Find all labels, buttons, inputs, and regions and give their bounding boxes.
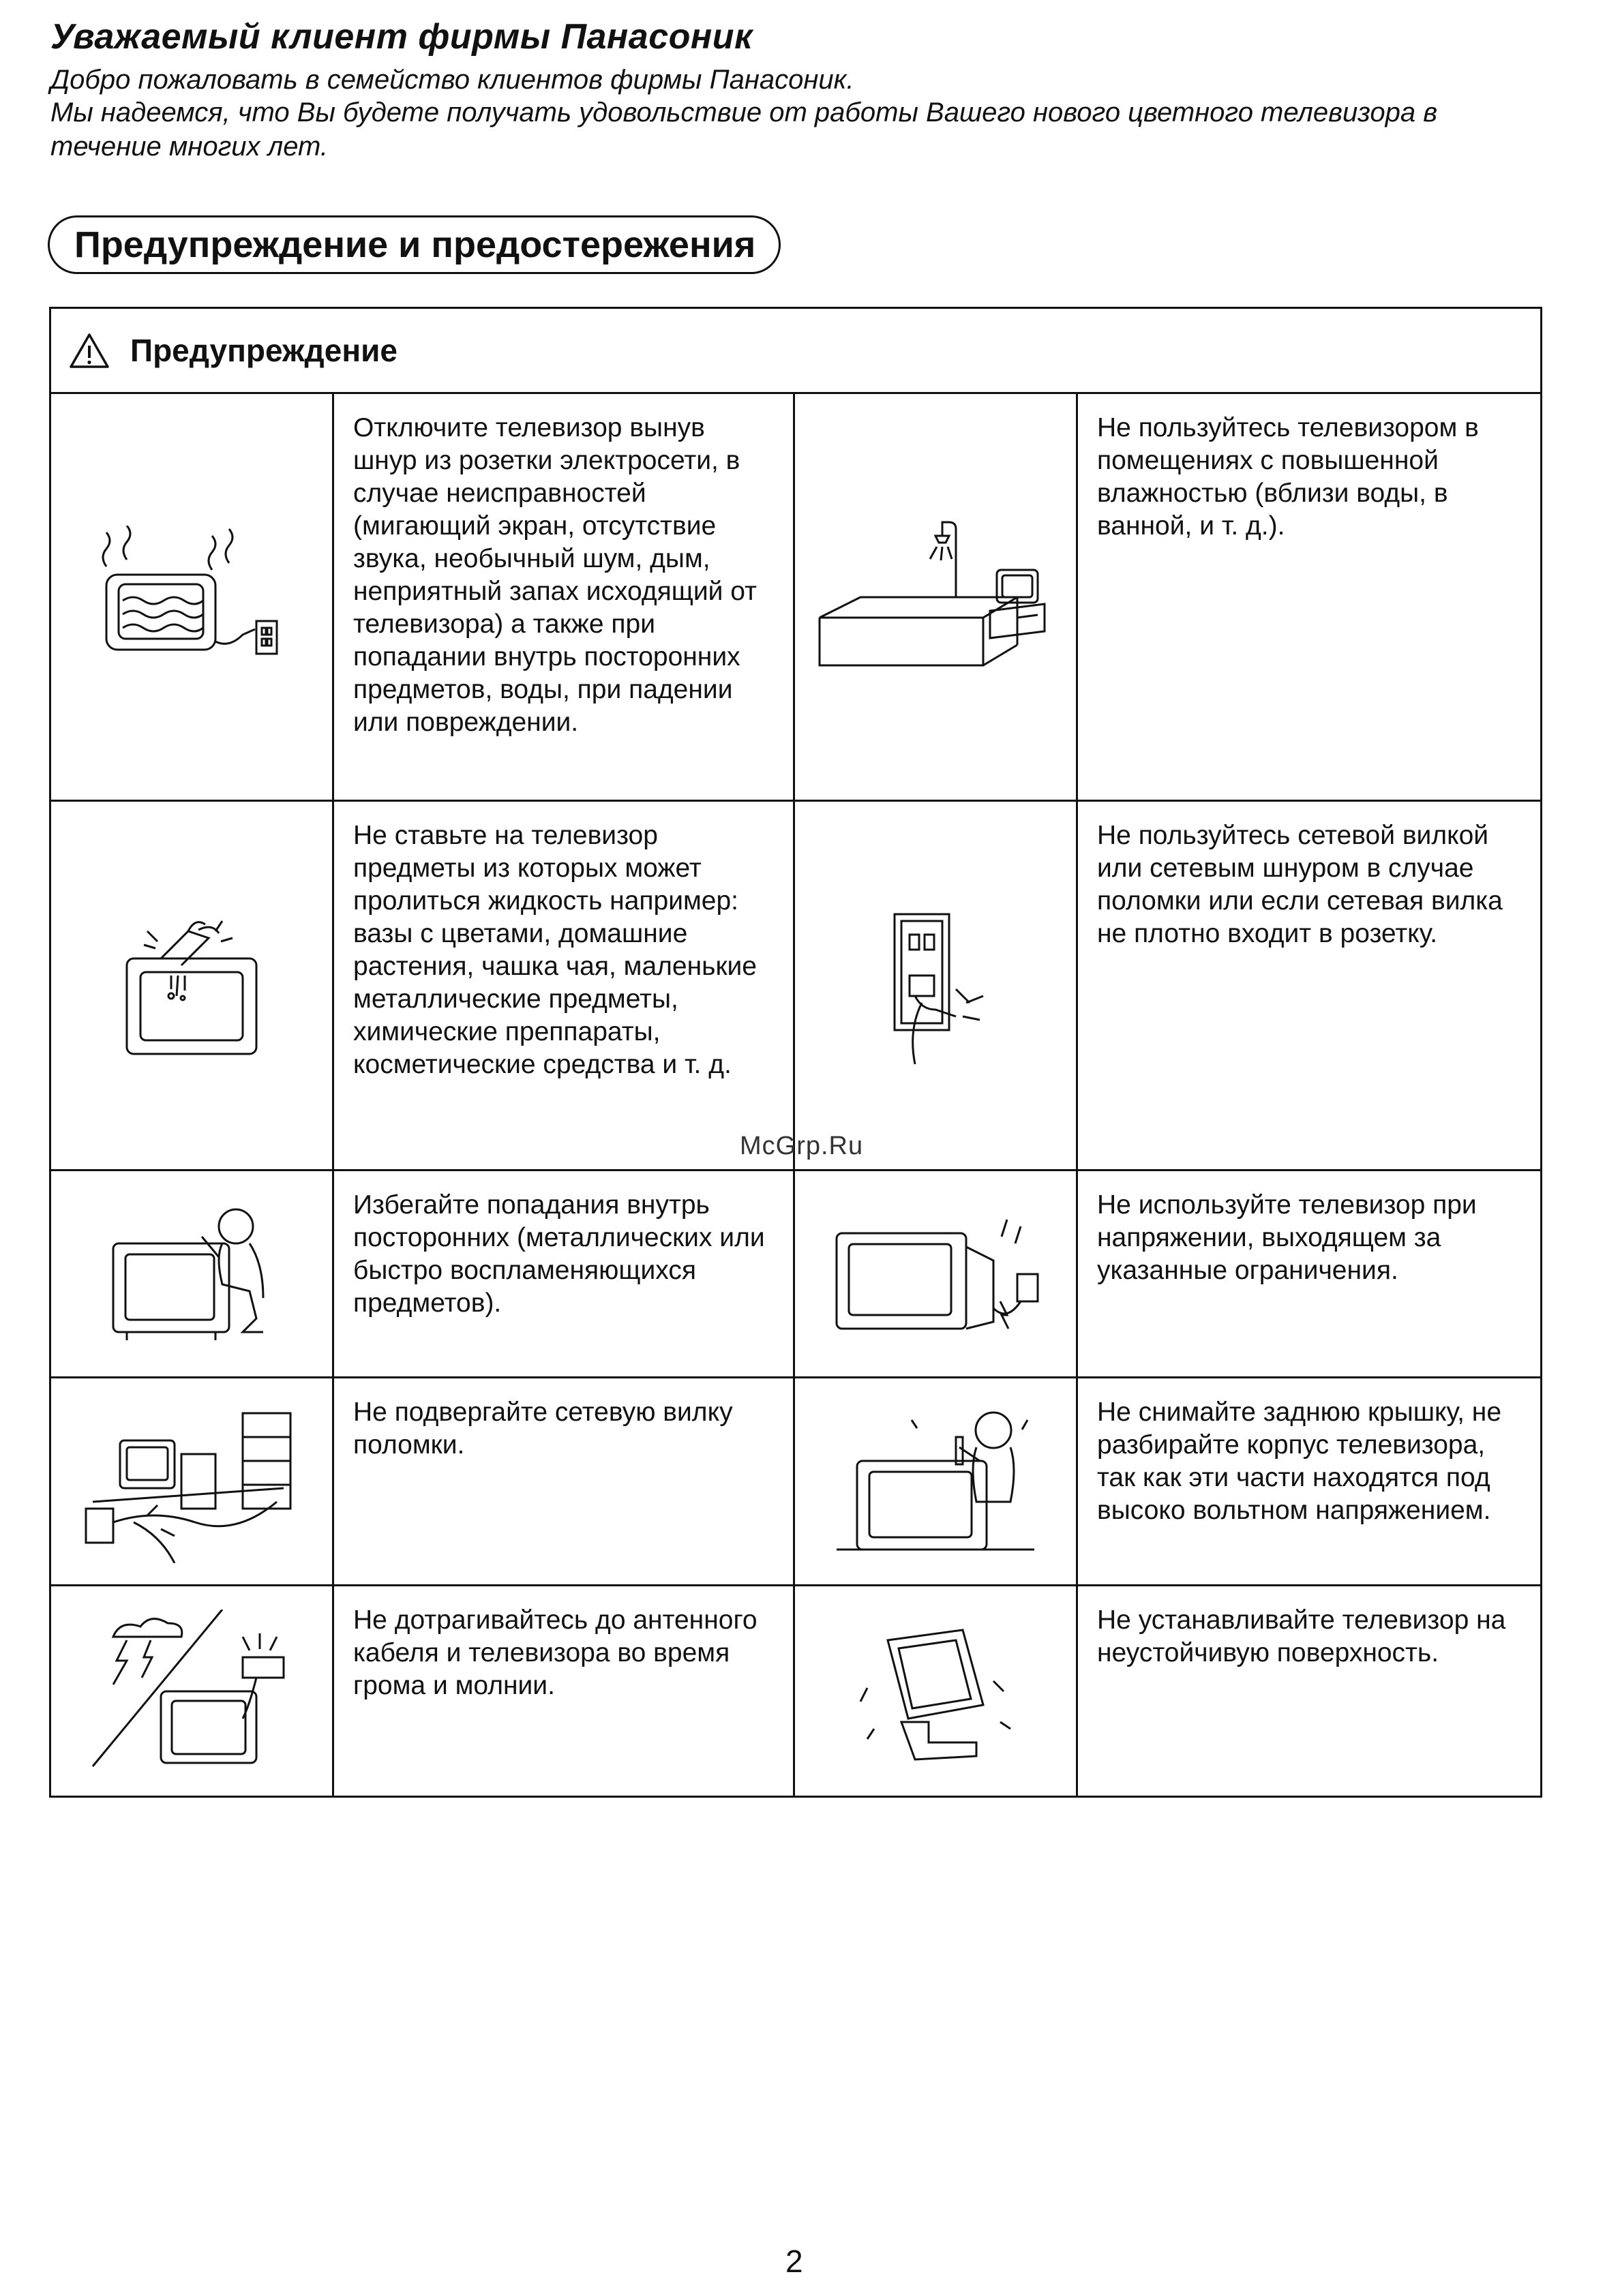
warning-table <box>49 307 1542 1798</box>
tv-spilled-vase-icon <box>106 911 277 1061</box>
tv-bathroom-icon <box>813 515 1058 679</box>
greeting-line-1: Добро пожаловать в семейство клиентов фирмы Панасоник. <box>50 65 854 95</box>
tv-overvoltage-icon <box>823 1206 1048 1342</box>
warning-item-text: Не устанавливайте телевизор на неустойчивую поверхность. <box>1077 1586 1542 1797</box>
warning-picture-cell <box>50 1170 333 1378</box>
warning-item-text: Не пользуйтесь телевизором в помещениях с повышенной влажностью (вблизи воды, в ванной, и т. д.). <box>1077 393 1542 801</box>
warning-item-text: Не подвергайте сетевую вилку поломки. <box>333 1378 794 1586</box>
damaged-plug-socket-icon <box>874 901 997 1071</box>
warning-item-text: Избегайте попадания внутрь посторонних (металлических или быстро воспламеняющихся предметов). <box>333 1170 794 1378</box>
warning-item-text: Не снимайте заднюю крышку, не разбирайте корпус телевизора, так как эти части находятся под высоко вольтном напряжением. <box>1077 1378 1542 1586</box>
section-title-text: Предупреждение и предостережения <box>74 224 756 265</box>
warning-picture-cell <box>50 393 333 801</box>
lightning-antenna-icon <box>86 1610 297 1773</box>
warning-picture-cell <box>794 1170 1077 1378</box>
warning-picture-cell <box>50 801 333 1170</box>
greeting-title: Уважаемый клиент фирмы Панасоник <box>50 17 753 57</box>
warning-item-text: Отключите телевизор вынув шнур из розетки электросети, в случае неисправностей (мигающий экран, отсутствие звука, необычный шум, дым, неприятный запах исходящий от телевизора) а также при попадании внутрь посторонних предметов, воды, при падении или повреждении. <box>333 393 794 801</box>
warning-picture-cell <box>794 801 1077 1170</box>
warning-picture-cell <box>50 1586 333 1797</box>
section-title <box>48 215 781 274</box>
tv-malfunction-smoke-icon <box>93 526 290 669</box>
greeting-line-2: Мы надеемся, что Вы будете получать удовольствие от работы Вашего нового цветного телевизора в течение многих лет. <box>50 97 1438 162</box>
warning-triangle-icon <box>69 332 110 369</box>
warning-picture-cell <box>794 1378 1077 1586</box>
page-number: 2 <box>785 2244 803 2279</box>
warning-label: Предупреждение <box>130 333 397 368</box>
warning-item-text: Не используйте телевизор при напряжении, выходящем за указанные ограничения. <box>1077 1170 1542 1378</box>
watermark: McGrp.Ru <box>740 1132 864 1160</box>
warning-item-text: Не пользуйтесь сетевой вилкой или сетевым шнуром в случае поломки или если сетевая вилка не плотно входит в розетку. <box>1077 801 1542 1170</box>
warning-header <box>50 308 1542 393</box>
child-behind-tv-icon <box>100 1203 284 1346</box>
warning-picture-cell <box>794 1586 1077 1797</box>
warning-item-text: Не дотрагивайтесь до антенного кабеля и телевизора во время грома и молнии. <box>333 1586 794 1797</box>
warning-picture-cell <box>50 1378 333 1586</box>
person-opening-tv-icon <box>823 1400 1048 1563</box>
cord-under-furniture-icon <box>79 1400 304 1563</box>
warning-item-text: Не ставьте на телевизор предметы из которых может пролиться жидкость например: вазы с цветами, домашние растения, чашка чая, маленькие металлические предметы, химические преппараты, косметические средства и т. д. <box>333 801 794 1170</box>
warning-picture-cell <box>794 393 1077 801</box>
unstable-tv-icon <box>847 1613 1024 1770</box>
